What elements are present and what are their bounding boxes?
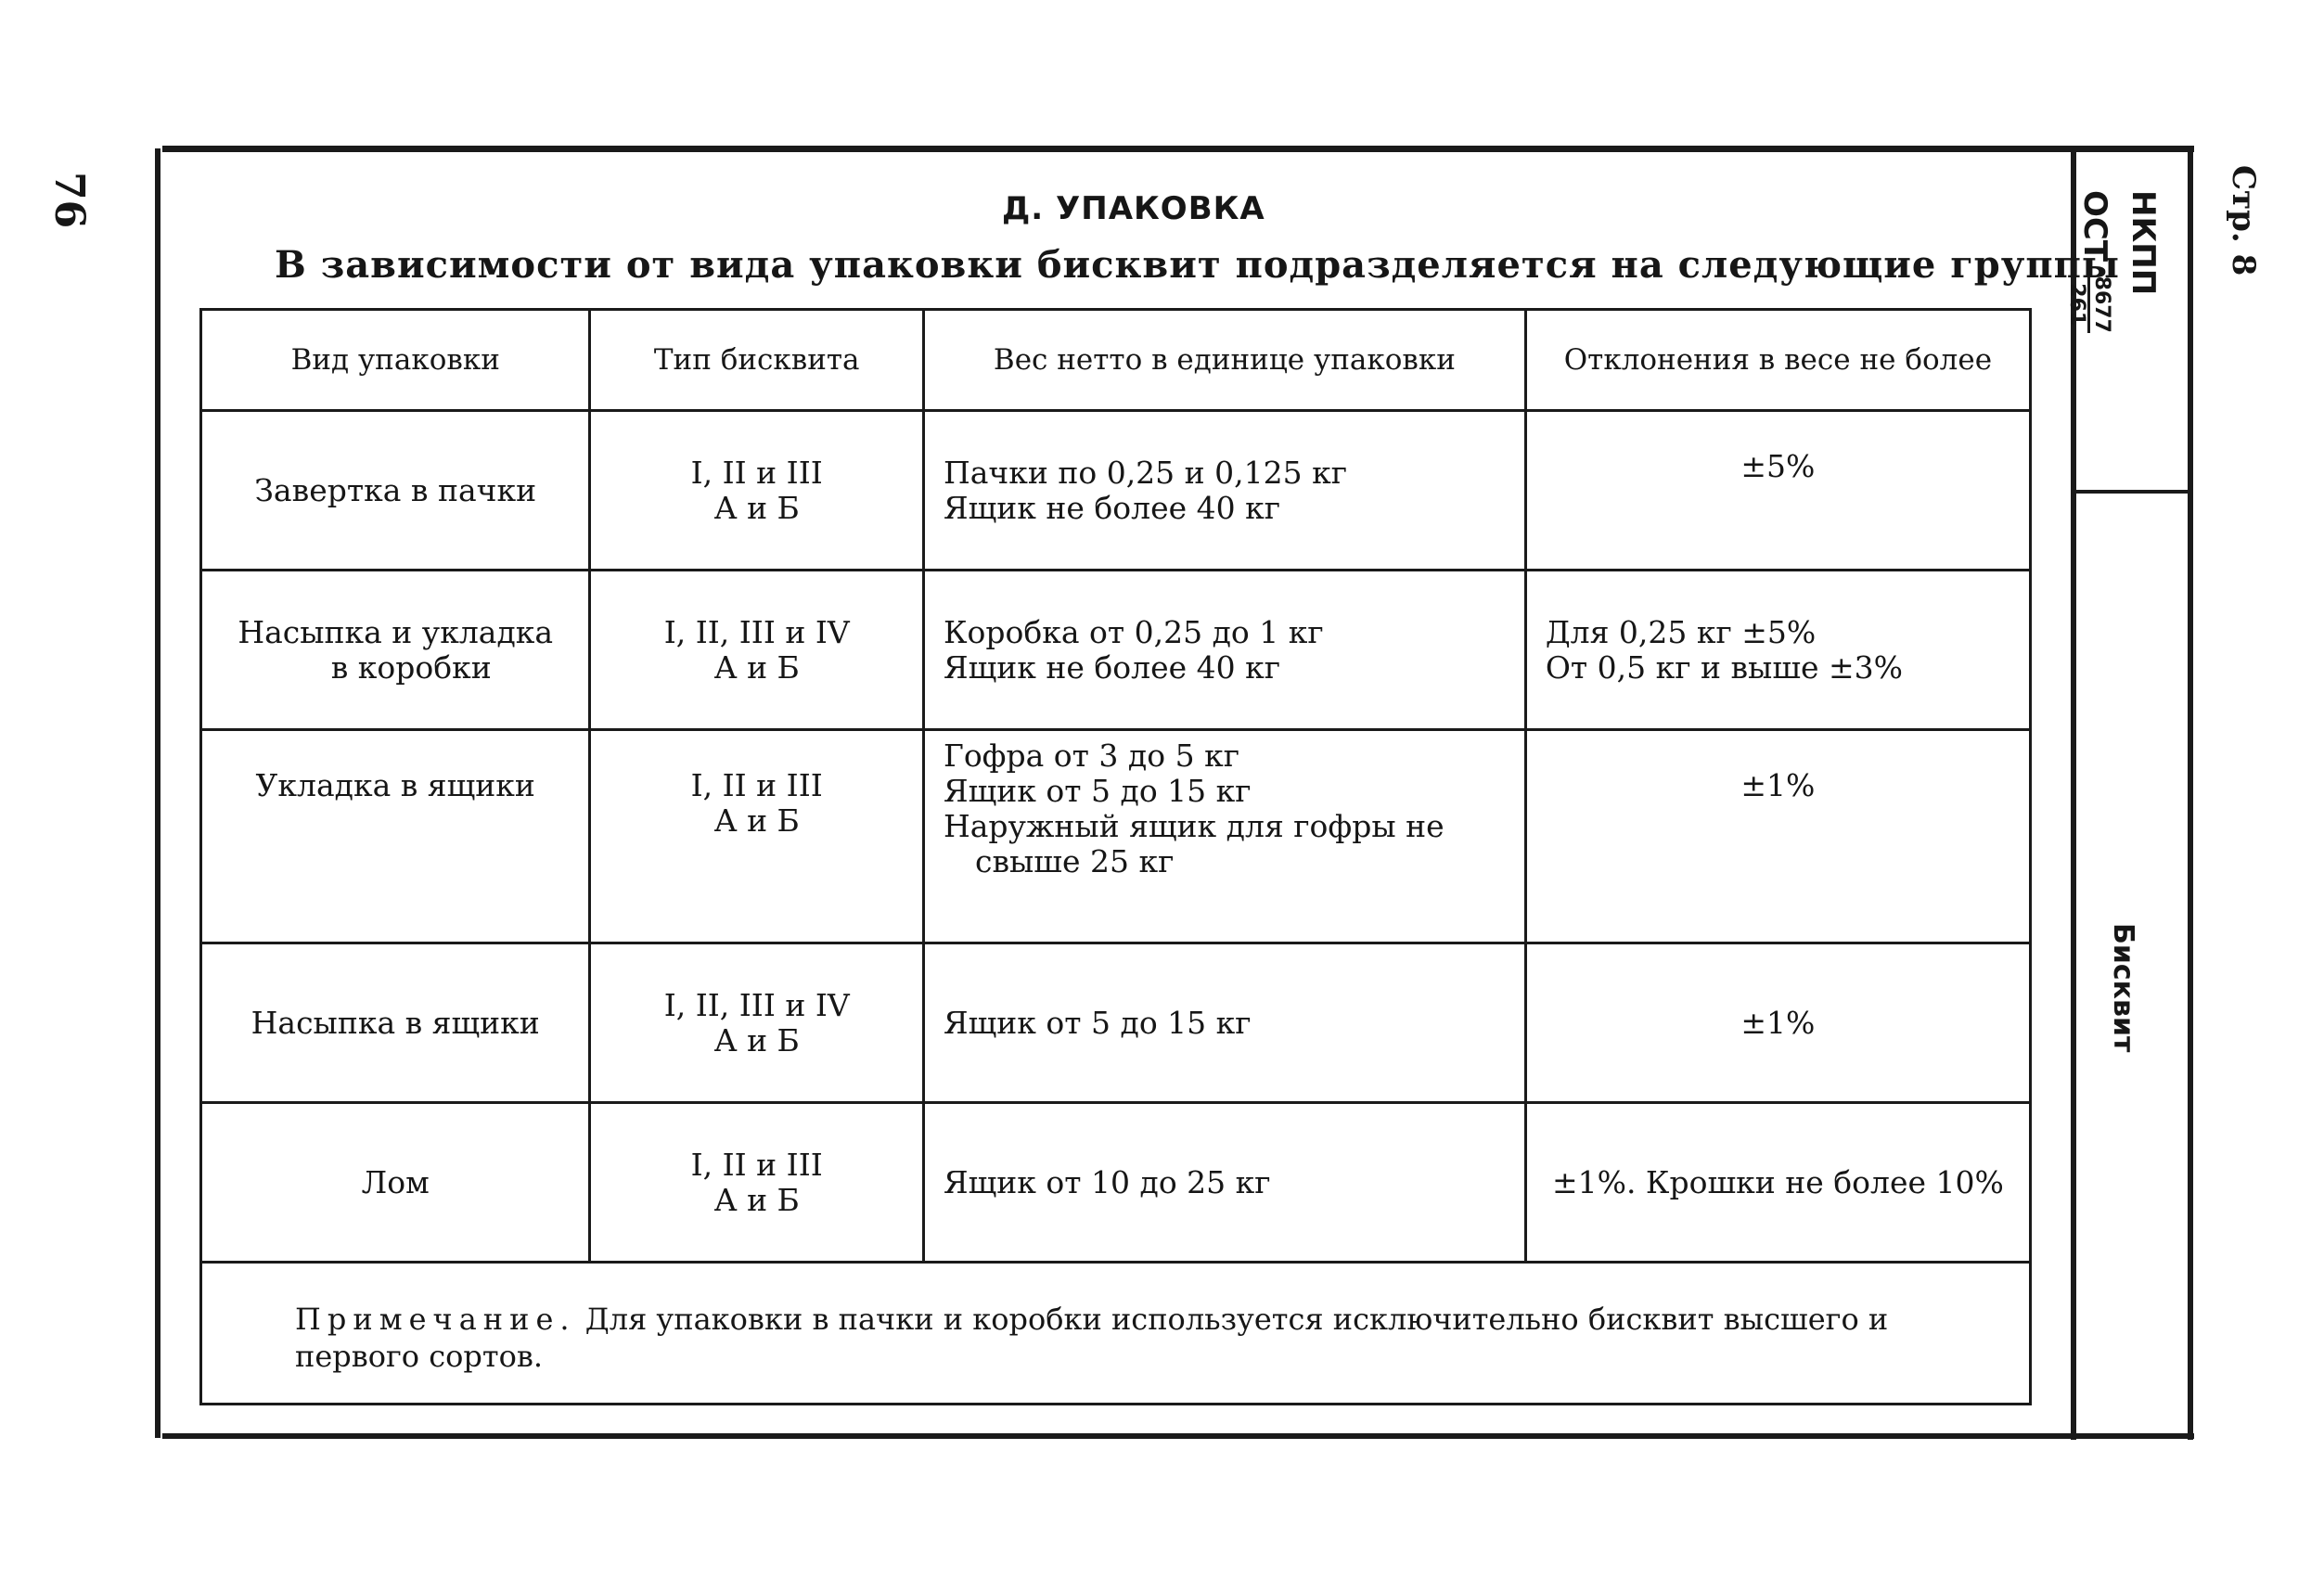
cell-line: А и Б	[713, 1021, 800, 1058]
header-weight-deviation: Отклонения в весе не более	[1525, 310, 2030, 411]
cell-biscuit-type	[590, 411, 924, 571]
cell-line: ±5%	[1740, 448, 1816, 484]
header-biscuit-type: Тип бисквита	[590, 310, 924, 411]
frame-top-rule	[162, 146, 2194, 152]
cell-line: А и Б	[713, 489, 800, 526]
cell-packaging-type	[201, 411, 590, 571]
cell-biscuit-type	[590, 1103, 924, 1263]
page-number: 76	[45, 172, 93, 229]
table-note-row	[201, 1263, 2031, 1405]
cell-line: Лом	[361, 1163, 430, 1200]
side-page-label: Стр. 8	[2225, 165, 2262, 276]
cell-net-weight	[923, 411, 1525, 571]
cell-line: в коробки	[330, 648, 492, 686]
cell-net-weight	[923, 1103, 1525, 1263]
cell-line: Насыпка в ящики	[250, 1004, 540, 1041]
section-title: Д. УПАКОВКА	[1002, 190, 1265, 227]
cell-line: I, II и III	[690, 454, 823, 491]
cell-net-weight	[923, 730, 1525, 943]
cell-line: I, II, III и IV	[663, 986, 850, 1023]
table-row	[201, 571, 2031, 730]
cell-line: Ящик от 5 до 15 кг	[943, 1004, 1252, 1041]
cell-weight-deviation	[1525, 411, 2030, 571]
cell-line: I, II и III	[690, 1146, 823, 1183]
cell-line: Ящик от 10 до 25 кг	[943, 1163, 1271, 1200]
cell-line: I, II и III	[690, 767, 823, 803]
side-product-label: Бисквит	[2107, 923, 2139, 1053]
cell-line: Насыпка и укладка	[238, 613, 554, 650]
cell-weight-deviation	[1525, 943, 2030, 1103]
cell-biscuit-type	[590, 571, 924, 730]
ministry-label: НКПП	[2125, 190, 2162, 296]
cell-packaging-type	[201, 571, 590, 730]
header-net-weight: Вес нетто в единице упаковки	[923, 310, 1525, 411]
standard-number	[2065, 276, 2112, 333]
cell-line: I, II, III и IV	[663, 613, 850, 650]
cell-line: Завертка в пачки	[254, 471, 537, 508]
cell-line: Наружный ящик для гофры не	[943, 808, 1444, 844]
cell-weight-deviation	[1525, 571, 2030, 730]
cell-line: Гофра от 3 до 5 кг	[943, 738, 1239, 774]
table-note	[201, 1263, 2031, 1405]
cell-line: ±1%. Крошки не более 10%	[1551, 1163, 2004, 1200]
table-row	[201, 1103, 2031, 1263]
frame-bottom-rule	[162, 1433, 2194, 1439]
frame-left-rule	[155, 148, 160, 1438]
cell-line: Ящик не более 40 кг	[943, 489, 1281, 526]
note-text: Для упаковки в пачки и коробки используется исключительно бисквит высшего и первого сортов.	[295, 1302, 1889, 1374]
cell-line: Коробка от 0,25 до 1 кг	[943, 613, 1324, 650]
standard-number-bottom: 261	[2065, 283, 2088, 327]
frame-right-inner-rule	[2071, 146, 2076, 1440]
standard-number-top: 8677	[2087, 276, 2112, 333]
cell-net-weight	[923, 943, 1525, 1103]
note-lead: Примечание.	[295, 1302, 576, 1337]
cell-line: Пачки по 0,25 и 0,125 кг	[943, 454, 1348, 491]
cell-line: Ящик от 5 до 15 кг	[943, 773, 1252, 809]
cell-packaging-type	[201, 730, 590, 943]
cell-line: Для 0,25 кг ±5%	[1545, 613, 1817, 650]
cell-line: А и Б	[713, 1181, 800, 1218]
cell-packaging-type	[201, 1103, 590, 1263]
cell-line: ±1%	[1740, 767, 1816, 803]
cell-net-weight	[923, 571, 1525, 730]
header-packaging-type: Вид упаковки	[201, 310, 590, 411]
packaging-table	[199, 308, 2032, 1405]
table-row	[201, 411, 2031, 571]
table-row	[201, 943, 2031, 1103]
side-strip-separator	[2076, 490, 2188, 494]
cell-line: А и Б	[713, 802, 800, 839]
cell-weight-deviation	[1525, 730, 2030, 943]
cell-line: ±1%	[1740, 1004, 1816, 1041]
cell-packaging-type	[201, 943, 590, 1103]
cell-line: Ящик не более 40 кг	[943, 648, 1281, 686]
cell-line: свыше 25 кг	[974, 843, 1175, 879]
intro-sentence: В зависимости от вида упаковки бисквит подразделяется на следующие группы	[275, 243, 2121, 287]
cell-line: А и Б	[713, 648, 800, 686]
cell-weight-deviation	[1525, 1103, 2030, 1263]
side-stamp	[2065, 190, 2162, 333]
cell-line: Укладка в ящики	[255, 767, 535, 803]
frame-right-outer-rule	[2188, 146, 2193, 1440]
cell-biscuit-type	[590, 730, 924, 943]
cell-line: От 0,5 кг и выше ±3%	[1545, 648, 1904, 686]
standard-label: ОСТ	[2076, 190, 2113, 263]
table-header-row	[201, 310, 2031, 411]
cell-biscuit-type	[590, 943, 924, 1103]
table-row	[201, 730, 2031, 943]
